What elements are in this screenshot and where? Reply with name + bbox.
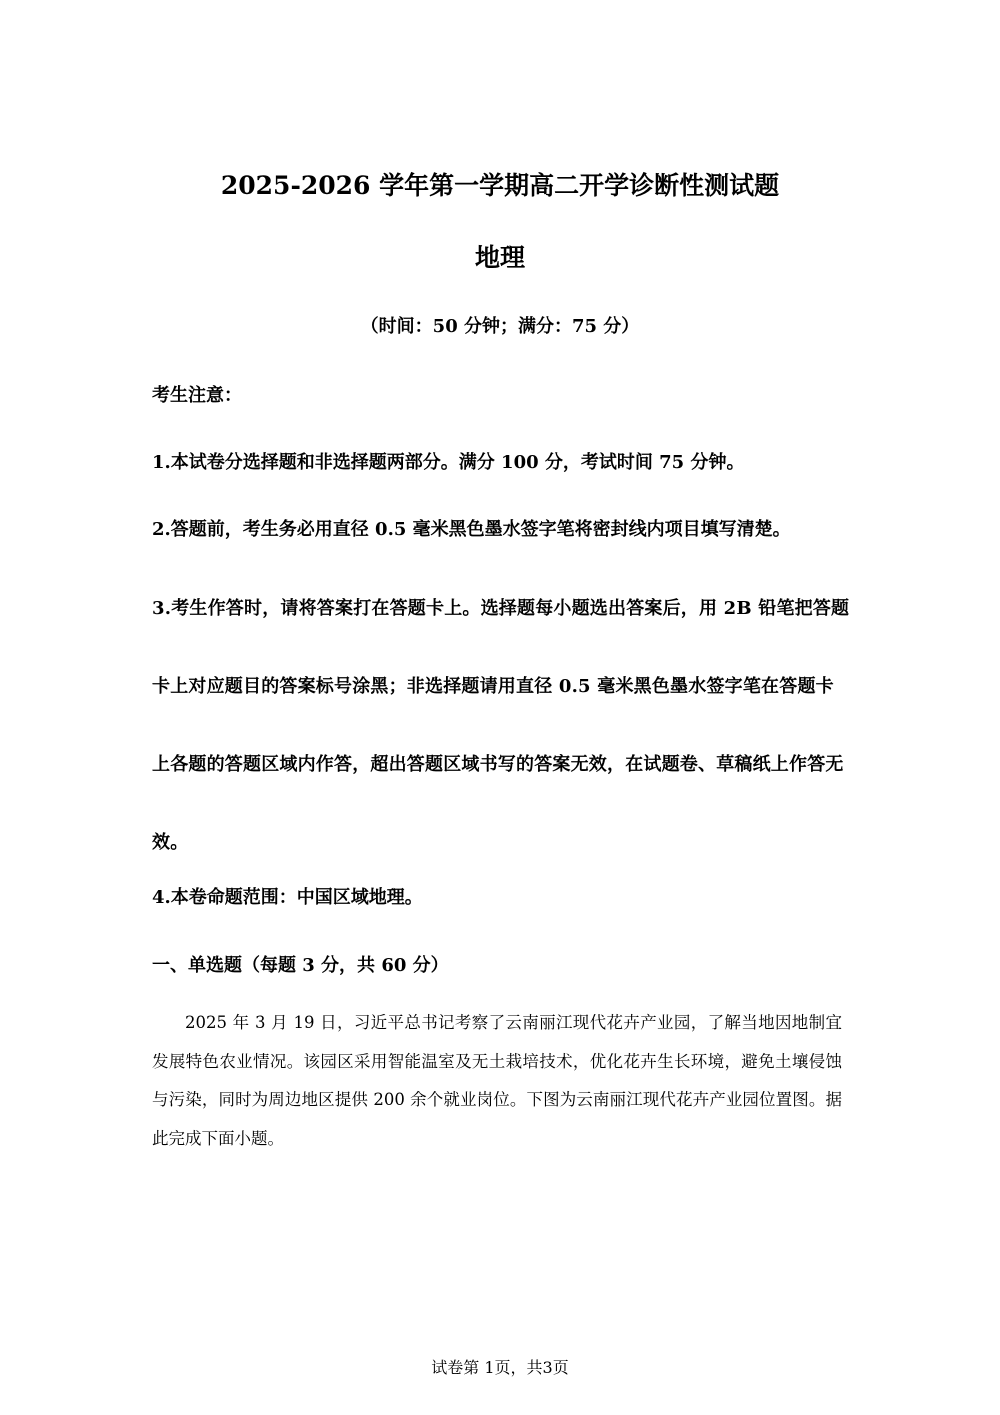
notice-item: 4.本卷命题范围：中国区域地理。 (152, 887, 423, 908)
exam-time-info: （时间：50 分钟；满分：75 分） (360, 316, 640, 337)
question-passage: 2025 年 3 月 19 日，习近平总书记考察了云南丽江现代花卉产业园，了解当地因地制宜发展特色农业情况。该园区采用智能温室及无土栽培技术，优化花卉生长环境，避免土壤侵蚀与污染，同时为周边地区提供 200 余个就业岗位。下图为云南丽江现代花卉产业园位置图。据此完成下面小题。 (152, 1013, 842, 1148)
notice-item: 1.本试卷分选择题和非选择题两部分。满分 100 分，考试时间 75 分钟。 (152, 452, 745, 473)
exam-title: 2025-2026 学年第一学期高二开学诊断性测试题 (220, 171, 780, 200)
notice-item: 3.考生作答时，请将答案打在答题卡上。选择题每小题选出答案后，用 2B 铅笔把答题卡上对应题目的答案标号涂黑；非选择题请用直径 0.5 毫米黑色墨水签字笔在答题卡上各题的答题区域内作答，超出答题区域书写的答案无效，在试题卷、草稿纸上作答无效。 (152, 598, 850, 853)
subject-title: 地理 (474, 243, 525, 272)
notice-item: 2.答题前，考生务必用直径 0.5 毫米黑色墨水签字笔将密封线内项目填写清楚。 (152, 519, 791, 540)
notice-heading: 考生注意： (152, 385, 242, 406)
page-footer: 试卷第 1页，共3页 (431, 1358, 569, 1377)
section-heading: 一、单选题（每题 3 分，共 60 分） (152, 955, 449, 976)
